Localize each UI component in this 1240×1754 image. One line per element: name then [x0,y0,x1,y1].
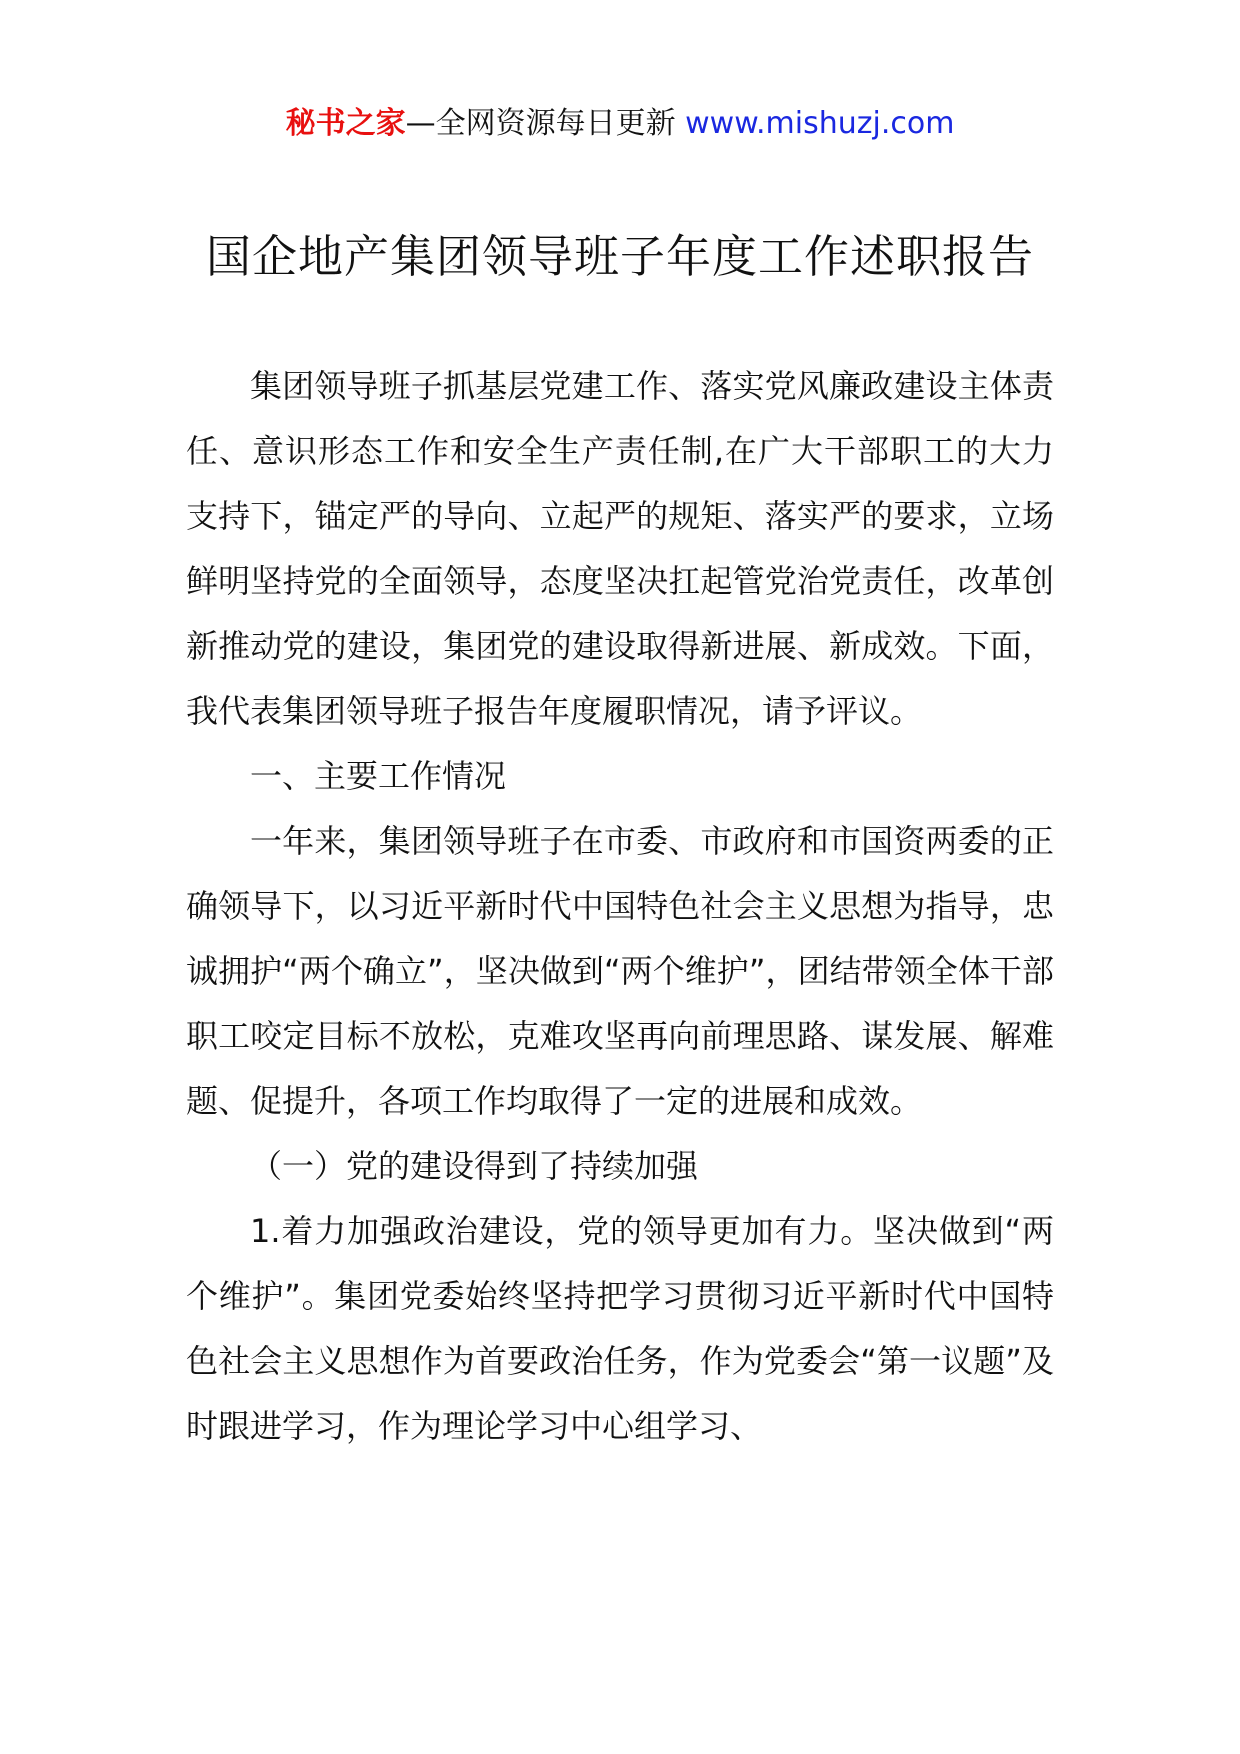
brand-name: 秘书之家 [285,106,406,141]
subsection-heading-1: （一）党的建设得到了持续加强 [250,1147,699,1185]
section-heading-1: 一、主要工作情况 [250,757,507,795]
website-link[interactable]: www.mishuzj.com [685,106,955,141]
item-paragraph-1: 1.着力加强政治建设，党的领导更加有力。坚决做到“两个维护”。集团党委始终坚持把学习贯彻习近平新时代中国特色社会主义思想作为首要政治任务，作为党委会“第一议题”及时跟进学习，作为理论学习中心组学习、 [186,1212,1054,1445]
intro-paragraph: 集团领导班子抓基层党建工作、落实党风廉政建设主体责任、意识形态工作和安全生产责任制,在广大干部职工的大力支持下，锚定严的导向、立起严的规矩、落实严的要求，立场鲜明坚持党的全面领导，态度坚决扛起管党治党责任，改革创新推动党的建设，集团党的建设取得新进展、新成效。下面，我代表集团领导班子报告年度履职情况，请予评议。 [186,367,1054,730]
document-body [186,354,1054,1459]
summary-paragraph: 一年来，集团领导班子在市委、市政府和市国资两委的正确领导下，以习近平新时代中国特色社会主义思想为指导，忠诚拥护“两个确立”，坚决做到“两个维护”，团结带领全体干部职工咬定目标不放松，克难攻坚再向前理思路、谋发展、解难题、促提升，各项工作均取得了一定的进展和成效。 [186,822,1054,1120]
header-tagline: —全网资源每日更新 [405,106,686,141]
document-title: 国企地产集团领导班子年度工作述职报告 [205,230,1034,283]
source-header [0,98,1240,150]
